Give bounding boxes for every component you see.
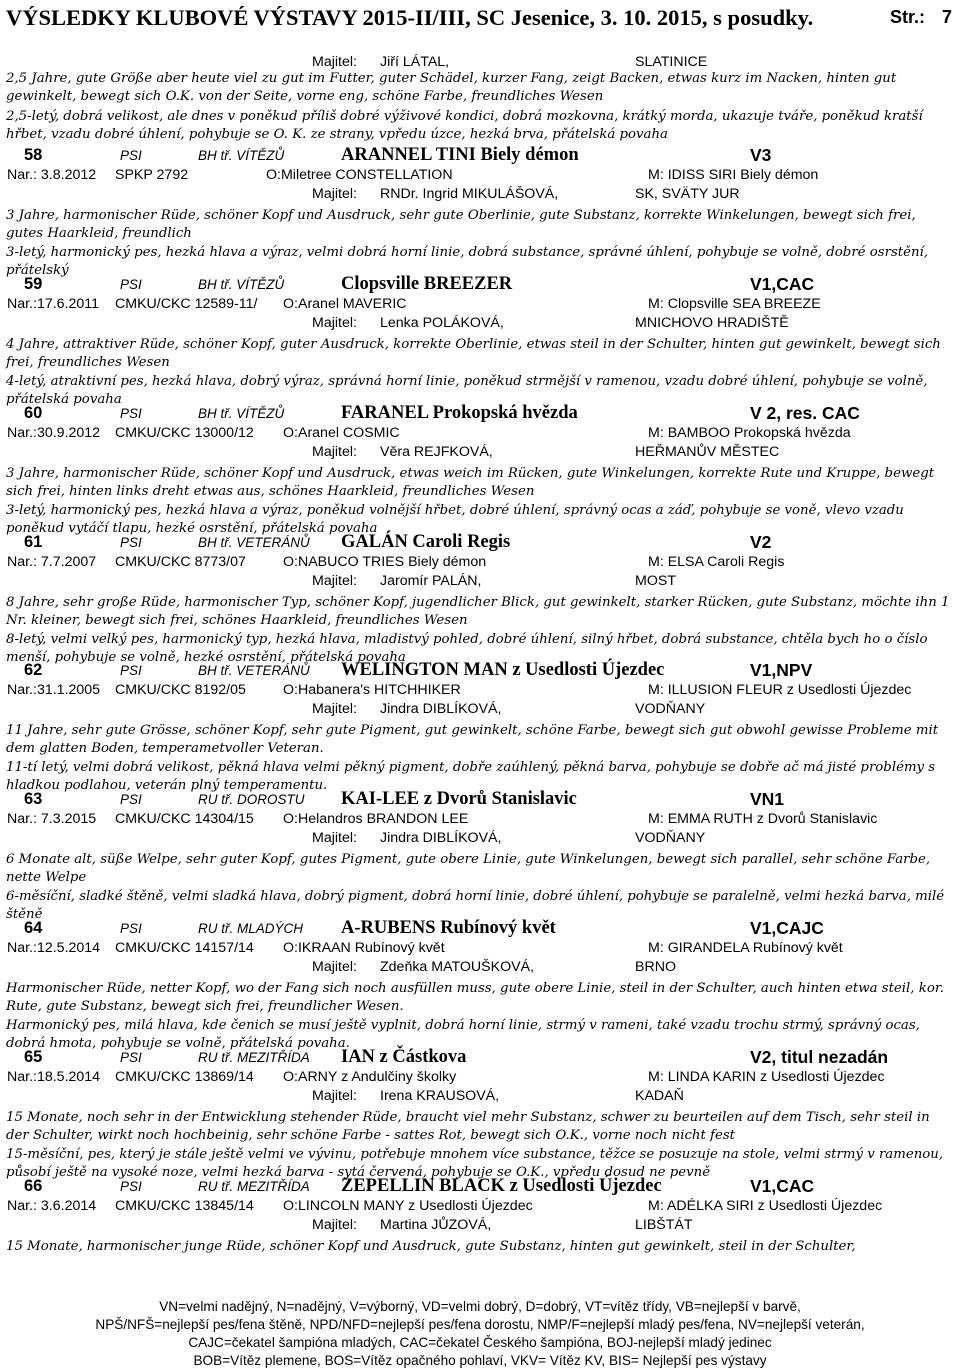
owner-label: Majitel: [312,959,357,975]
legend-line: BOB=Vítěz plemene, BOS=Vítěz opačného pohlaví, VKV= Vítěz KV, BIS= Nejlepší pes výstavy [193,1353,767,1368]
page-header [6,5,952,35]
dog-name: IAN z Částkova [341,1047,467,1067]
dog-name: Clopsville BREEZER [341,274,513,294]
registration-number: CMKU/CKC 13869/14 [115,1069,254,1085]
critique-czech: 6-měsíční, sladké štěně, velmi sladká hlava, dobrý pigment, dobrá horní linie, dobré úhlení, pohybuje se paralelně, velmi hezká barva, milé štěně [6,889,945,922]
owner-city: KADAŇ [635,1088,684,1104]
entry-class: RU tř. MEZITŘÍDA [198,1050,310,1065]
entry-class: BH tř. VÍTĚZŮ [198,406,285,421]
critique-czech: 15-měsíční, pes, který je stále ještě velmi ve vývinu, potřebuje mnohem více substance, těžce se posuzuje na stole, velmi strmý v ramenou, působí ještě na vysoké noze, velmi hezká barva - sytá červená, pohybuje se O.K., vpředu dosud ne pevně [6,1147,944,1180]
entry-class: RU tř. DOROSTU [198,792,305,807]
entry-header [0,789,960,811]
legend-line: NPŠ/NFŠ=nejlepší pes/fena štěně, NPD/NFD=nejlepší pes/fena dorostu, NMP/F=nejlepší mladý pes/fena, NV=nejlepší veterán, [95,1317,865,1332]
entry-number: 62 [24,661,43,679]
registration-number: CMKU/CKC 12589-11/ [115,296,258,312]
birth-date: Nar.: 3.6.2014 [7,1198,97,1214]
page-number-label: Str.: [890,7,926,27]
father-name: O:Miletree CONSTELLATION [266,167,453,183]
critique-german: 2,5 Jahre, gute Größe aber heute viel zu gut im Futter, guter Schädel, kurzer Fang, zeigt Backen, etwas kurz im Nacken, hinten gut gewinkelt, bewegt sich O.K. von der Seite, vorne eng, schöne Farbe, freundliches Wesen [6,71,897,104]
owner-label: Majitel: [312,1217,357,1233]
entry-sex: PSI [120,921,142,936]
entry-sex: PSI [120,792,142,807]
critique-czech: 3-letý, harmonický pes, hezká hlava a výraz, velmi dobrá horní linie, dobrá substance, správné úhlení, pohybuje se volně, dobré osrstění, přátelský [6,245,929,278]
entry-number: 61 [24,533,43,551]
pedigree-row [0,810,960,828]
birth-date: Nar.: 3.8.2012 [7,167,97,183]
mother-name: M: LINDA KARIN z Usedlosti Újezdec [648,1069,885,1085]
mother-name: M: ADÉLKA SIRI z Usedlosti Újezdec [648,1198,883,1214]
owner-row [0,572,960,590]
owner-label: Majitel: [312,54,357,70]
owner-name: Irena KRAUSOVÁ, [380,1088,500,1104]
owner-name: RNDr. Ingrid MIKULÁŠOVÁ, [380,186,559,202]
entry-number: 60 [24,404,43,422]
critique-german: 6 Monate alt, süße Welpe, sehr guter Kopf, gutes Pigment, gute obere Linie, gute Winkelungen, bewegt sich parallel, sehr schöne Farbe, nette Welpe [6,852,931,885]
pedigree-row [0,166,960,184]
entry-header [0,403,960,425]
dog-name: A-RUBENS Rubínový květ [341,918,556,938]
entry-grade: V2, titul nezadán [750,1047,889,1067]
pedigree-row [0,295,960,313]
owner-name: Jindra DIBLÍKOVÁ, [380,830,502,846]
dog-name: FARANEL Prokopská hvězda [341,403,578,423]
entry-grade: V1,NPV [750,660,813,680]
page-number: 7 [941,7,952,27]
dog-name: WELINGTON MAN z Usedlosti Újezdec [341,660,665,680]
entry-sex: PSI [120,1050,142,1065]
mother-name: M: IDISS SIRI Biely démon [648,167,819,183]
mother-name: M: EMMA RUTH z Dvorů Stanislavic [648,811,878,827]
entry-sex: PSI [120,535,142,550]
pedigree-row [0,1068,960,1086]
legend-line: VN=velmi nadějný, N=nadějný, V=výborný, VD=velmi dobrý, D=dobrý, VT=vítěz třídy, VB=nejlepší v barvě, [159,1299,801,1314]
entry-sex: PSI [120,663,142,678]
entry-grade: VN1 [750,789,785,809]
entry-header [0,1176,960,1198]
entry-number: 63 [24,790,43,808]
owner-row [0,314,960,332]
owner-row [0,700,960,718]
owner-label: Majitel: [312,186,357,202]
owner-city: LIBŠTÁT [635,1217,693,1233]
registration-number: CMKU/CKC 8773/07 [115,554,246,570]
owner-name: Jindra DIBLÍKOVÁ, [380,701,502,717]
mother-name: M: GIRANDELA Rubínový květ [648,940,843,956]
entry-number: 59 [24,275,43,293]
entry-class: BH tř. VETERÁNŮ [198,663,310,678]
owner-name: Jaromír PALÁN, [380,573,482,589]
pedigree-row [0,681,960,699]
pedigree-row [0,424,960,442]
registration-number: CMKU/CKC 8192/05 [115,682,246,698]
entry-header [0,274,960,296]
entry-header [0,532,960,554]
father-name: O:Helandros BRANDON LEE [283,811,469,827]
entry-sex: PSI [120,1179,142,1194]
owner-label: Majitel: [312,315,357,331]
entry-number: 65 [24,1048,43,1066]
critique-german: 4 Jahre, attraktiver Rüde, schöner Kopf, guter Ausdruck, korrekte Oberlinie, etwas steil in der Schulter, hinten gut gewinkelt, bewegt sich frei, freundliches Wesen [6,337,941,370]
owner-label: Majitel: [312,444,357,460]
entry-number: 58 [24,146,43,164]
birth-date: Nar.:17.6.2011 [7,296,100,312]
mother-name: M: Clopsville SEA BREEZE [648,296,821,312]
entry-header [0,145,960,167]
owner-city: BRNO [635,959,676,975]
owner-label: Majitel: [312,1088,357,1104]
registration-number: CMKU/CKC 14157/14 [115,940,254,956]
registration-number: CMKU/CKC 13845/14 [115,1198,254,1214]
owner-name: Lenka POLÁKOVÁ, [380,315,504,331]
owner-city: MOST [635,573,676,589]
owner-row [0,958,960,976]
owner-label: Majitel: [312,701,357,717]
father-name: O:NABUCO TRIES Biely démon [283,554,487,570]
owner-name: Věra REJFKOVÁ, [380,444,493,460]
entry-grade: V1,CAC [750,1176,815,1196]
entry-class: BH tř. VETERÁNŮ [198,535,310,550]
owner-name: Martina JŮZOVÁ, [380,1217,492,1233]
owner-name: Jiří LÁTAL, [380,54,450,70]
owner-row [0,1216,960,1234]
entry-sex: PSI [120,148,142,163]
critique-german: 3 Jahre, harmonischer Rüde, schöner Kopf und Ausdruck, sehr gute Oberlinie, gute Substanz, korrekte Winkelungen, bewegt sich frei, gutes Haarkleid, freundlich [6,208,916,241]
critique-german: Harmonischer Rüde, netter Kopf, wo der Fang sich noch ausfüllen muss, gute obere Linie, steil in der Schulter, auch hinten etwa steil, kor. Rute, gute Substanz, bewegt sich frei, freundlicher Wesen. [6,981,944,1014]
father-name: O:Aranel MAVERIC [283,296,407,312]
critique-czech: 3-letý, harmonický pes, hezká hlava a výraz, poněkud volnější hřbet, dobré úhlení, správný ocas a záď, pohybuje se voně, vlevo vzadu poněkud vytáčí tlapu, hezké osrstění, přátelská povaha [6,503,904,536]
critique-czech: 11-tí letý, velmi dobrá velikost, pěkná hlava velmi pěkný pigment, dobře zaúhlený, pěkná barva, pohybuje se dobře ač má jisté problémy s hladkou podlahou, veterán plný temperamentu. [6,760,936,793]
dog-name: KAI-LEE z Dvorů Stanislavic [341,789,577,809]
father-name: O:ARNY z Andulčiny školky [283,1069,457,1085]
entry-header [0,918,960,940]
entry-grade: V3 [750,145,772,165]
entry-number: 64 [24,919,43,937]
entry-grade: V 2, res. CAC [750,403,860,423]
owner-name: Zdeňka MATOUŠKOVÁ, [380,959,535,975]
legend-line: CAJC=čekatel šampióna mladých, CAC=čekatel Českého šampióna, BOJ-nejlepší mladý jedinec [188,1335,772,1350]
pedigree-row [0,553,960,571]
entry-number: 66 [24,1177,43,1195]
critique-czech: Harmonický pes, milá hlava, kde čenich se musí ještě vyplnit, dobrá horní linie, strmý v rameni, také vzadu trochu strmý, správný ocas, dobrá hmota, pohybuje se volně, přátelská povaha. [6,1018,920,1051]
entry-class: BH tř. VÍTĚZŮ [198,277,285,292]
birth-date: Nar.: 7.7.2007 [7,554,97,570]
registration-number: SPKP 2792 [115,167,189,183]
critique-czech: 2,5-letý, dobrá velikost, ale dnes v poněkud příliš dobré výživové kondici, dobrá mozkovna, krátký morda, ukazuje tváře, poněkud kratší hřbet, vzadu dobré úhlení, pohybuje se O. K. ze strany, vpředu úzce, hezká brva, přátelská povaha [6,109,923,142]
owner-row [0,53,960,71]
owner-city: SLATINICE [635,54,708,70]
critique-german: 15 Monate, noch sehr in der Entwicklung stehender Rüde, braucht viel mehr Substanz, schwer zu beurteilen auf dem Tisch, sehr steil in der Schulter, wirkt noch hochbeinig, sehr schöne Farbe - sattes Rot, bewegt sich O.K., vorne noch nicht fest [6,1110,930,1143]
critique-czech: 8-letý, velmi velký pes, harmonický typ, hezká hlava, mladistvý pohled, dobré úhlení, silný hřbet, dobrá substance, chtěla bych ho o číslo menší, pohybuje se volně, hezké osrstění, přátelská povaha [6,632,928,665]
birth-date: Nar.:18.5.2014 [7,1069,101,1085]
dog-name: ARANNEL TINI Biely démon [341,145,579,165]
father-name: O:Habanera's HITCHHIKER [283,682,461,698]
entry-class: RU tř. MLADÝCH [198,921,304,936]
dog-name: ZEPELLIN BLACK z Usedlosti Újezdec [341,1176,662,1196]
mother-name: M: BAMBOO Prokopská hvězda [648,425,851,441]
page-title: VÝSLEDKY KLUBOVÉ VÝSTAVY 2015-II/III, SC Jesenice, 3. 10. 2015, s posudky. [6,5,814,30]
owner-row [0,185,960,203]
entry-header [0,1047,960,1069]
owner-label: Majitel: [312,573,357,589]
owner-city: VODŇANY [635,830,706,846]
birth-date: Nar.:30.9.2012 [7,425,101,441]
entry-class: RU tř. MEZITŘÍDA [198,1179,310,1194]
birth-date: Nar.:31.1.2005 [7,682,101,698]
owner-row [0,829,960,847]
entry-grade: V1,CAJC [750,918,824,938]
birth-date: Nar.:12.5.2014 [7,940,101,956]
pedigree-row [0,1197,960,1215]
father-name: O:Aranel COSMIC [283,425,400,441]
entry-header [0,660,960,682]
birth-date: Nar.: 7.3.2015 [7,811,97,827]
mother-name: M: ILLUSION FLEUR z Usedlosti Újezdec [648,682,912,698]
critique-german: 15 Monate, harmonischer junge Rüde, schöner Kopf und Ausdruck, gute Substanz, hinten gut gewinkelt, steil in der Schulter, [6,1239,856,1254]
critique-german: 11 Jahre, sehr gute Grösse, schöner Kopf, sehr gute Pigment, gut gewinkelt, schöne Farbe, bewegt sich gut obwohl gewisse Probleme mit dem glatten Boden, temperametvoller Veteran. [6,723,939,756]
owner-city: SK, SVÄTY JUR [635,186,740,202]
father-name: O:LINCOLN MANY z Usedlosti Újezdec [283,1198,533,1214]
critique-czech: 4-letý, atraktivní pes, hezká hlava, dobrý výraz, správná horní linie, poněkud strmější v ramenou, vzadu dobré úhlení, pohybuje se volně, přátelská povaha [6,374,928,407]
entry-grade: V2 [750,532,772,552]
owner-label: Majitel: [312,830,357,846]
owner-city: VODŇANY [635,701,706,717]
registration-number: CMKU/CKC 13000/12 [115,425,254,441]
critique-german: 8 Jahre, sehr große Rüde, harmonischer Typ, schöner Kopf, jugendlicher Blick, gut gewinkelt, starker Rücken, gute Substanz, möchte ihn 1 Nr. kleiner, bewegt sich frei, schönes Haarkleid, freundliches Wesen [6,595,950,628]
mother-name: M: ELSA Caroli Regis [648,554,785,570]
registration-number: CMKU/CKC 14304/15 [115,811,254,827]
critique-german: 3 Jahre, harmonischer Rüde, schöner Kopf und Ausdruck, etwas weich im Rücken, gute Winkelungen, korrekte Rute und Kruppe, bewegt sich frei, hinten links dreht etwas aus, schönes Haarkleid, freundliches Wesen [6,466,935,499]
dog-name: GALÁN Caroli Regis [341,532,511,552]
owner-row [0,443,960,461]
owner-city: HEŘMANŮV MĚSTEC [635,444,780,460]
pedigree-row [0,939,960,957]
entry-grade: V1,CAC [750,274,815,294]
entry-sex: PSI [120,277,142,292]
entry-sex: PSI [120,406,142,421]
entry-class: BH tř. VÍTĚZŮ [198,148,285,163]
owner-row [0,1087,960,1105]
owner-city: MNICHOVO HRADIŠTĚ [635,315,789,331]
father-name: O:IKRAAN Rubínový květ [283,940,445,956]
